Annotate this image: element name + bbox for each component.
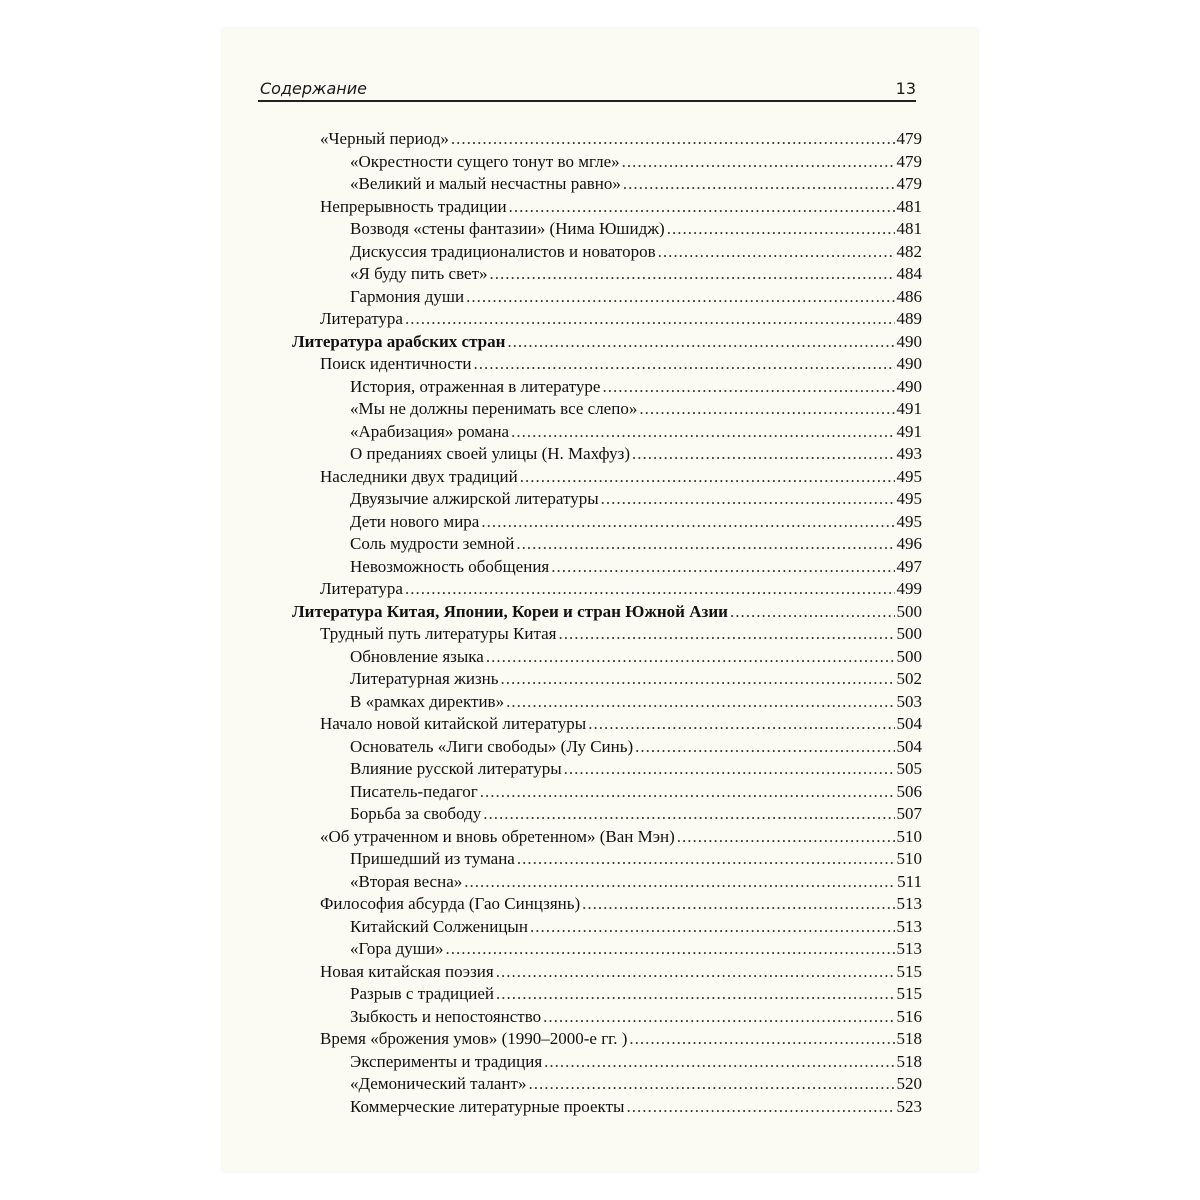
dot-leader <box>629 1028 894 1051</box>
toc-entry <box>292 533 922 556</box>
toc-entry-title: Соль мудрости земной <box>350 534 515 553</box>
toc-entry-page: 486 <box>896 286 922 306</box>
toc-entry-title: Новая китайская поэзия <box>320 961 494 981</box>
toc-entry-page: 495 <box>896 511 922 531</box>
toc-entry <box>292 713 922 736</box>
toc-entry-page: 490 <box>896 354 922 373</box>
dot-leader <box>445 938 894 961</box>
toc-entry-page: 515 <box>896 984 922 1003</box>
toc-entry <box>292 331 922 354</box>
toc-entry-page: 505 <box>896 759 922 778</box>
toc-entry <box>292 398 922 421</box>
toc-entry-page: 479 <box>896 174 922 193</box>
toc-entry <box>292 578 922 601</box>
toc-entry-title: «Мы не должны перенимать все слепо» <box>350 399 638 418</box>
book-page <box>222 28 978 1172</box>
toc-entry <box>292 488 922 511</box>
dot-leader <box>558 623 894 646</box>
toc-entry-title: Литература Китая, Японии, Кореи и стран Южной Азии <box>292 601 728 621</box>
dot-leader <box>405 578 895 601</box>
toc-entry-title: Основатель «Лиги свободы» (Лу Синь) <box>350 736 634 756</box>
dot-leader <box>517 848 895 871</box>
toc-entry <box>292 871 922 894</box>
toc-entry-title: Влияние русской литературы <box>350 759 562 778</box>
toc-entry <box>292 668 922 691</box>
toc-entry-page: 518 <box>896 1029 922 1048</box>
toc-entry-title: Дети нового мира <box>350 511 480 531</box>
toc-entry-page: 481 <box>896 196 922 216</box>
toc-entry <box>292 466 922 489</box>
dot-leader <box>632 443 895 466</box>
running-head-title: Содержание <box>260 79 367 98</box>
toc-entry-page: 484 <box>896 264 922 283</box>
dot-leader <box>483 803 894 826</box>
toc-entry-page: 495 <box>896 466 922 486</box>
dot-leader <box>667 218 895 241</box>
toc-entry-page: 481 <box>896 219 922 238</box>
toc-entry <box>292 128 922 151</box>
toc-entry-title: История, отраженная в литературе <box>350 376 601 396</box>
toc-entry-title: Наследники двух традиций <box>320 466 518 486</box>
toc-entry <box>292 196 922 219</box>
toc-entry-page: 490 <box>896 376 922 396</box>
table-of-contents <box>292 128 922 1118</box>
dot-leader <box>490 263 895 286</box>
toc-entry <box>292 1028 922 1051</box>
toc-entry <box>292 781 922 804</box>
dot-leader <box>658 241 895 264</box>
toc-entry <box>292 511 922 534</box>
dot-leader <box>509 196 895 219</box>
toc-entry-page: 489 <box>896 309 922 328</box>
toc-entry-title: В «рамках директив» <box>350 691 505 711</box>
dot-leader <box>601 488 895 511</box>
toc-entry-page: 491 <box>896 421 922 441</box>
dot-leader <box>506 691 894 714</box>
dot-leader <box>530 916 895 939</box>
toc-entry-title: Литература <box>320 579 403 598</box>
toc-entry-title: «Великий и малый несчастны равно» <box>350 174 621 193</box>
toc-entry-page: 495 <box>896 489 922 508</box>
toc-entry-title: Литература <box>320 309 403 328</box>
toc-entry-title: Гармония души <box>350 286 465 306</box>
dot-leader <box>626 1096 894 1119</box>
dot-leader <box>622 151 895 174</box>
toc-entry-title: Философия абсурда (Гао Синцзянь) <box>320 894 581 913</box>
dot-leader <box>677 826 895 849</box>
toc-entry <box>292 1051 922 1074</box>
toc-entry <box>292 1006 922 1029</box>
toc-entry-title: Дискуссия традиционалистов и новаторов <box>350 241 656 261</box>
toc-entry <box>292 443 922 466</box>
toc-entry-title: О преданиях своей улицы (Н. Махфуз) <box>350 444 630 463</box>
toc-entry <box>292 893 922 916</box>
toc-entry-page: 493 <box>896 444 922 463</box>
toc-entry-title: «Вторая весна» <box>350 871 463 891</box>
toc-entry-page: 506 <box>896 781 922 801</box>
toc-entry-title: Невозможность обобщения <box>350 556 550 576</box>
toc-entry-page: 504 <box>896 714 922 733</box>
toc-entry-title: «Я буду пить свет» <box>350 264 488 283</box>
dot-leader <box>602 376 894 399</box>
dot-leader <box>496 961 895 984</box>
toc-entry <box>292 938 922 961</box>
dot-leader <box>486 646 895 669</box>
page-number: 13 <box>895 79 916 98</box>
toc-entry-title: «Окрестности сущего тонут во мгле» <box>350 151 620 171</box>
toc-entry <box>292 826 922 849</box>
dot-leader <box>582 893 894 916</box>
toc-entry <box>292 601 922 624</box>
dot-leader <box>496 983 895 1006</box>
toc-entry <box>292 151 922 174</box>
dot-leader <box>528 1073 894 1096</box>
toc-entry <box>292 286 922 309</box>
toc-entry-title: Литература арабских стран <box>292 331 506 351</box>
toc-entry-page: 497 <box>896 556 922 576</box>
toc-entry-title: Писатель-педагог <box>350 781 478 801</box>
toc-entry-page: 496 <box>896 534 922 553</box>
toc-entry-title: Обновление языка <box>350 646 484 666</box>
toc-entry <box>292 691 922 714</box>
toc-entry-title: Двуязычие алжирской литературы <box>350 489 599 508</box>
toc-entry-page: 490 <box>896 331 922 351</box>
toc-entry-title: Время «брожения умов» (1990–2000-е гг. ) <box>320 1029 628 1048</box>
toc-entry-page: 504 <box>896 736 922 756</box>
toc-entry <box>292 308 922 331</box>
toc-entry <box>292 173 922 196</box>
dot-leader <box>507 331 894 354</box>
toc-entry-title: «Демонический талант» <box>350 1074 527 1093</box>
toc-entry-title: Китайский Солженицын <box>350 916 528 936</box>
toc-entry-page: 507 <box>896 804 922 823</box>
dot-leader <box>451 128 895 151</box>
toc-entry-page: 491 <box>896 399 922 418</box>
toc-entry <box>292 848 922 871</box>
toc-entry <box>292 623 922 646</box>
toc-entry <box>292 353 922 376</box>
toc-entry-page: 520 <box>896 1074 922 1093</box>
toc-entry-page: 513 <box>896 916 922 936</box>
toc-entry-title: «Об утраченном и вновь обретенном» (Ван Мэн) <box>320 826 675 846</box>
toc-entry-page: 513 <box>896 894 922 913</box>
toc-entry-title: Литературная жизнь <box>350 669 499 688</box>
toc-entry-title: Зыбкость и непостоянство <box>350 1006 542 1026</box>
toc-entry-title: «Гора души» <box>350 939 444 958</box>
toc-entry-title: Борьба за свободу <box>350 804 482 823</box>
toc-entry-page: 510 <box>896 826 922 846</box>
dot-leader <box>481 511 894 534</box>
toc-entry-title: «Арабизация» романа <box>350 421 510 441</box>
toc-entry <box>292 556 922 579</box>
toc-entry-title: Непрерывность традиции <box>320 196 507 216</box>
toc-entry-page: 511 <box>897 871 922 891</box>
dot-leader <box>623 173 895 196</box>
toc-entry-title: Эксперименты и традиция <box>350 1051 543 1071</box>
toc-entry <box>292 983 922 1006</box>
toc-entry-page: 500 <box>896 601 922 621</box>
dot-leader <box>516 533 894 556</box>
toc-entry-title: Трудный путь литературы Китая <box>320 624 557 643</box>
toc-entry-title: Пришедший из тумана <box>350 849 515 868</box>
dot-leader <box>639 398 894 421</box>
toc-entry <box>292 1073 922 1096</box>
toc-entry-title: Поиск идентичности <box>320 354 472 373</box>
toc-entry-page: 518 <box>896 1051 922 1071</box>
dot-leader <box>520 466 895 489</box>
toc-entry-page: 479 <box>896 151 922 171</box>
dot-leader <box>543 1006 894 1029</box>
dot-leader <box>405 308 895 331</box>
dot-leader <box>544 1051 894 1074</box>
toc-entry <box>292 736 922 759</box>
toc-entry <box>292 916 922 939</box>
toc-entry <box>292 1096 922 1119</box>
toc-entry-title: Коммерческие литературные проекты <box>350 1096 625 1116</box>
toc-entry-page: 479 <box>896 129 922 148</box>
toc-entry-title: Возводя «стены фантазии» (Нима Юшидж) <box>350 219 665 238</box>
toc-entry-page: 500 <box>896 624 922 643</box>
toc-entry-page: 482 <box>896 241 922 261</box>
toc-entry <box>292 376 922 399</box>
running-head <box>258 76 916 102</box>
toc-entry-page: 510 <box>896 849 922 868</box>
dot-leader <box>474 353 895 376</box>
toc-entry-page: 516 <box>896 1006 922 1026</box>
toc-entry <box>292 263 922 286</box>
toc-entry-page: 513 <box>896 939 922 958</box>
toc-entry-page: 503 <box>896 691 922 711</box>
toc-entry <box>292 218 922 241</box>
dot-leader <box>480 781 895 804</box>
toc-entry-page: 499 <box>896 579 922 598</box>
toc-entry <box>292 758 922 781</box>
toc-entry-page: 523 <box>896 1096 922 1116</box>
toc-entry-page: 500 <box>896 646 922 666</box>
toc-entry <box>292 241 922 264</box>
toc-entry <box>292 961 922 984</box>
dot-leader <box>730 601 895 624</box>
dot-leader <box>588 713 894 736</box>
toc-entry-title: Начало новой китайской литературы <box>320 714 587 733</box>
toc-entry-title: Разрыв с традицией <box>350 984 494 1003</box>
dot-leader <box>511 421 894 444</box>
toc-entry-page: 502 <box>896 669 922 688</box>
dot-leader <box>501 668 895 691</box>
toc-entry-page: 515 <box>896 961 922 981</box>
dot-leader <box>551 556 894 579</box>
dot-leader <box>464 871 895 894</box>
toc-entry <box>292 646 922 669</box>
toc-entry <box>292 421 922 444</box>
toc-entry <box>292 803 922 826</box>
dot-leader <box>466 286 894 309</box>
dot-leader <box>635 736 894 759</box>
toc-entry-title: «Черный период» <box>320 129 449 148</box>
dot-leader <box>564 758 895 781</box>
